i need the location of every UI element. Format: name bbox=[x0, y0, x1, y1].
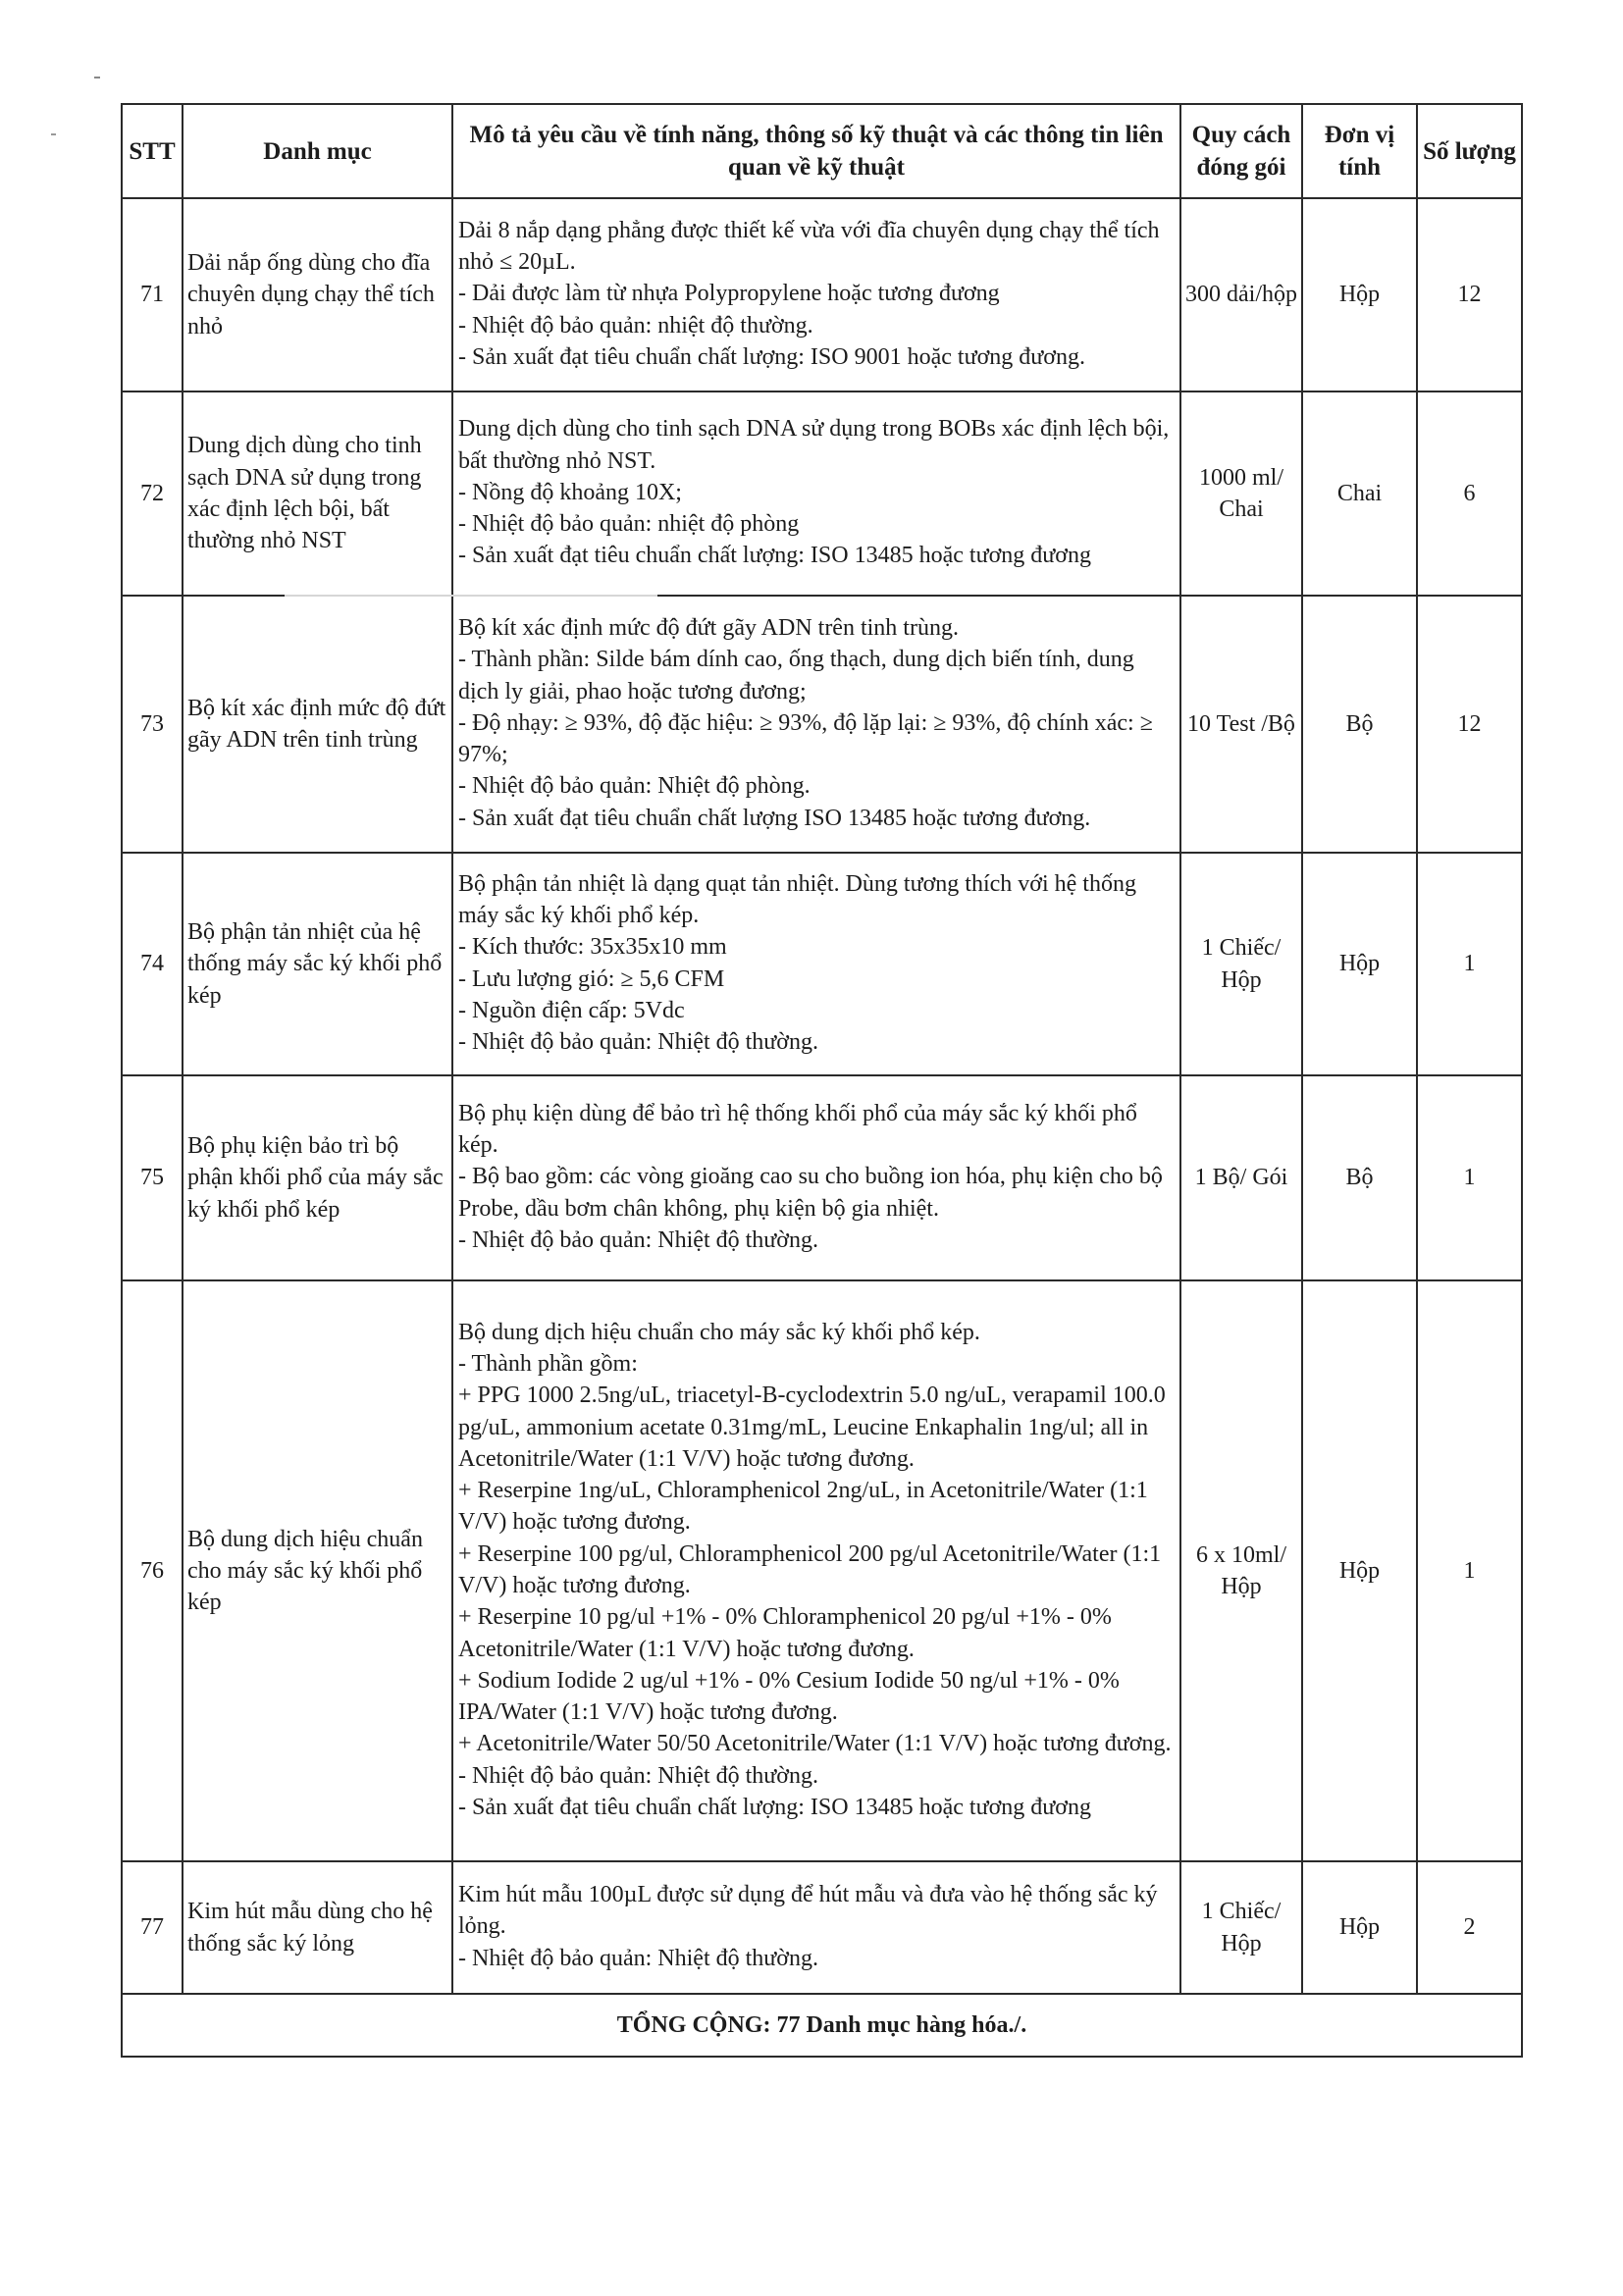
cell-desc bbox=[452, 1861, 1180, 1994]
desc-line: - Nhiệt độ bảo quản: Nhiệt độ thường. bbox=[458, 1762, 818, 1789]
cell-stt: 72 bbox=[122, 391, 183, 596]
desc-line: - Sản xuất đạt tiêu chuẩn chất lượng: ISO 13485 hoặc tương đương bbox=[458, 543, 1091, 569]
desc-line: Bộ dung dịch hiệu chuẩn cho máy sắc ký khối phổ kép. bbox=[458, 1319, 980, 1345]
desc-line: - Độ nhạy: ≥ 93%, độ đặc hiệu: ≥ 93%, độ lặp lại: ≥ 93%, độ chính xác: ≥ 97%; bbox=[458, 709, 1153, 768]
desc-line: - Sản xuất đạt tiêu chuẩn chất lượng ISO 13485 hoặc tương đương. bbox=[458, 805, 1091, 831]
cell-unit: Bộ bbox=[1302, 1075, 1417, 1280]
cell-qty: 12 bbox=[1417, 596, 1522, 853]
desc-line: - Nhiệt độ bảo quản: nhiệt độ phòng bbox=[458, 511, 800, 538]
desc-line: - Nhiệt độ bảo quản: Nhiệt độ thường. bbox=[458, 1029, 818, 1056]
header-unit: Đơn vị tính bbox=[1302, 104, 1417, 198]
cell-pack: 6 x 10ml/ Hộp bbox=[1180, 1280, 1302, 1861]
desc-line: + PPG 1000 2.5ng/uL, triacetyl-B-cyclodextrin 5.0 ng/uL, verapamil 100.0 pg/uL, ammonium acetate 0.31mg/mL, Leucine Enkaphalin 1ng/ul; all in Acetonitrile/Water (1:1 V/V) hoặc tương đương. bbox=[458, 1383, 1166, 1472]
cell-pack: 1000 ml/ Chai bbox=[1180, 391, 1302, 596]
cell-unit: Chai bbox=[1302, 391, 1417, 596]
cell-stt: 73 bbox=[122, 596, 183, 853]
cell-qty: 1 bbox=[1417, 853, 1522, 1075]
cell-pack: 300 dải/hộp bbox=[1180, 198, 1302, 391]
cell-desc bbox=[452, 1075, 1180, 1280]
desc-line: - Sản xuất đạt tiêu chuẩn chất lượng: ISO 13485 hoặc tương đương bbox=[458, 1795, 1091, 1821]
table-row bbox=[122, 1861, 1522, 1994]
cell-name: Bộ phận tản nhiệt của hệ thống máy sắc ký khối phổ kép bbox=[183, 853, 452, 1075]
cell-stt: 75 bbox=[122, 1075, 183, 1280]
cell-unit: Hộp bbox=[1302, 853, 1417, 1075]
cell-pack: 1 Bộ/ Gói bbox=[1180, 1075, 1302, 1280]
cell-stt: 77 bbox=[122, 1861, 183, 1994]
header-row bbox=[122, 104, 1522, 198]
goods-table bbox=[121, 103, 1523, 2058]
cell-stt: 71 bbox=[122, 198, 183, 391]
scan-speck bbox=[94, 77, 100, 78]
header-pack: Quy cách đóng gói bbox=[1180, 104, 1302, 198]
header-desc: Mô tả yêu cầu về tính năng, thông số kỹ thuật và các thông tin liên quan về kỹ thuật bbox=[452, 104, 1180, 198]
desc-line: - Lưu lượng gió: ≥ 5,6 CFM bbox=[458, 965, 725, 992]
cell-unit: Hộp bbox=[1302, 198, 1417, 391]
cell-name: Dung dịch dùng cho tinh sạch DNA sử dụng trong xác định lệch bội, bất thường nhỏ NST bbox=[183, 391, 452, 596]
total-row bbox=[122, 1994, 1522, 2057]
cell-name: Dải nắp ống dùng cho đĩa chuyên dụng chạy thể tích nhỏ bbox=[183, 198, 452, 391]
cell-pack: 1 Chiếc/ Hộp bbox=[1180, 1861, 1302, 1994]
desc-line: - Thành phần gồm: bbox=[458, 1350, 638, 1377]
desc-line: - Nguồn điện cấp: 5Vdc bbox=[458, 997, 685, 1023]
desc-line: Bộ phụ kiện dùng để bảo trì hệ thống khối phổ của máy sắc ký khối phổ kép. bbox=[458, 1100, 1137, 1159]
desc-line: - Sản xuất đạt tiêu chuẩn chất lượng: ISO 9001 hoặc tương đương. bbox=[458, 343, 1085, 370]
desc-line: Bộ kít xác định mức độ đứt gãy ADN trên tinh trùng. bbox=[458, 614, 959, 641]
desc-line: - Dải được làm từ nhựa Polypropylene hoặc tương đương bbox=[458, 281, 1000, 307]
header-name: Danh mục bbox=[183, 104, 452, 198]
cell-desc bbox=[452, 1280, 1180, 1861]
cell-desc bbox=[452, 853, 1180, 1075]
scan-artifact-line bbox=[285, 595, 657, 597]
desc-line: - Thành phần: Silde bám dính cao, ống thạch, dung dịch biến tính, dung dịch ly giải, phao hoặc tương đương; bbox=[458, 647, 1134, 704]
desc-line: - Bộ bao gồm: các vòng gioăng cao su cho buồng ion hóa, phụ kiện cho bộ Probe, dầu bơm chân không, phụ kiện bộ gia nhiệt. bbox=[458, 1164, 1163, 1222]
desc-line: Bộ phận tản nhiệt là dạng quạt tản nhiệt. Dùng tương thích với hệ thống máy sắc ký khối phổ kép. bbox=[458, 870, 1136, 928]
desc-line: - Nồng độ khoảng 10X; bbox=[458, 479, 682, 505]
table-row bbox=[122, 198, 1522, 391]
header-qty: Số lượng bbox=[1417, 104, 1522, 198]
cell-desc bbox=[452, 391, 1180, 596]
desc-line: + Reserpine 1ng/uL, Chloramphenicol 2ng/uL, in Acetonitrile/Water (1:1 V/V) hoặc tương đương. bbox=[458, 1478, 1148, 1536]
cell-name: Bộ kít xác định mức độ đứt gãy ADN trên tinh trùng bbox=[183, 596, 452, 853]
cell-pack: 10 Test /Bộ bbox=[1180, 596, 1302, 853]
cell-qty: 6 bbox=[1417, 391, 1522, 596]
desc-line: - Nhiệt độ bảo quản: Nhiệt độ thường. bbox=[458, 1945, 818, 1971]
cell-qty: 1 bbox=[1417, 1075, 1522, 1280]
desc-line: Kim hút mẫu 100µL được sử dụng để hút mẫu và đưa vào hệ thống sắc ký lỏng. bbox=[458, 1882, 1158, 1940]
cell-qty: 12 bbox=[1417, 198, 1522, 391]
cell-name: Bộ dung dịch hiệu chuẩn cho máy sắc ký khối phổ kép bbox=[183, 1280, 452, 1861]
cell-desc bbox=[452, 596, 1180, 853]
desc-line: + Reserpine 10 pg/ul +1% - 0% Chloramphenicol 20 pg/ul +1% - 0% Acetonitrile/Water (1:1 V/V) hoặc tương đương. bbox=[458, 1604, 1112, 1662]
desc-line: + Sodium Iodide 2 ug/ul +1% - 0% Cesium Iodide 50 ng/ul +1% - 0% IPA/Water (1:1 V/V) hoặc tương đương. bbox=[458, 1667, 1120, 1726]
desc-line: + Acetonitrile/Water 50/50 Acetonitrile/Water (1:1 V/V) hoặc tương đương. bbox=[458, 1731, 1172, 1757]
cell-stt: 74 bbox=[122, 853, 183, 1075]
desc-line: + Reserpine 100 pg/ul, Chloramphenicol 200 pg/ul Acetonitrile/Water (1:1 V/V) hoặc tương đương. bbox=[458, 1540, 1162, 1598]
scan-speck bbox=[51, 133, 56, 135]
table-row bbox=[122, 1075, 1522, 1280]
cell-unit: Hộp bbox=[1302, 1861, 1417, 1994]
desc-line: - Nhiệt độ bảo quản: Nhiệt độ thường. bbox=[458, 1226, 818, 1253]
cell-qty: 1 bbox=[1417, 1280, 1522, 1861]
cell-name: Kim hút mẫu dùng cho hệ thống sắc ký lỏng bbox=[183, 1861, 452, 1994]
total-label: TỔNG CỘNG: 77 Danh mục hàng hóa./. bbox=[122, 1994, 1522, 2057]
cell-qty: 2 bbox=[1417, 1861, 1522, 1994]
table-row bbox=[122, 391, 1522, 596]
cell-name: Bộ phụ kiện bảo trì bộ phận khối phổ của máy sắc ký khối phổ kép bbox=[183, 1075, 452, 1280]
cell-unit: Bộ bbox=[1302, 596, 1417, 853]
desc-line: Dung dịch dùng cho tinh sạch DNA sử dụng trong BOBs xác định lệch bội, bất thường nhỏ NST. bbox=[458, 416, 1170, 474]
header-stt: STT bbox=[122, 104, 183, 198]
cell-stt: 76 bbox=[122, 1280, 183, 1861]
cell-pack: 1 Chiếc/ Hộp bbox=[1180, 853, 1302, 1075]
desc-line: Dải 8 nắp dạng phẳng được thiết kế vừa với đĩa chuyên dụng chạy thể tích nhỏ ≤ 20µL. bbox=[458, 217, 1160, 276]
cell-desc bbox=[452, 198, 1180, 391]
cell-unit: Hộp bbox=[1302, 1280, 1417, 1861]
desc-line: - Nhiệt độ bảo quản: Nhiệt độ phòng. bbox=[458, 773, 811, 800]
table-row bbox=[122, 596, 1522, 853]
table-row bbox=[122, 853, 1522, 1075]
desc-line: - Nhiệt độ bảo quản: nhiệt độ thường. bbox=[458, 312, 813, 339]
desc-line: - Kích thước: 35x35x10 mm bbox=[458, 934, 727, 961]
table-row bbox=[122, 1280, 1522, 1861]
